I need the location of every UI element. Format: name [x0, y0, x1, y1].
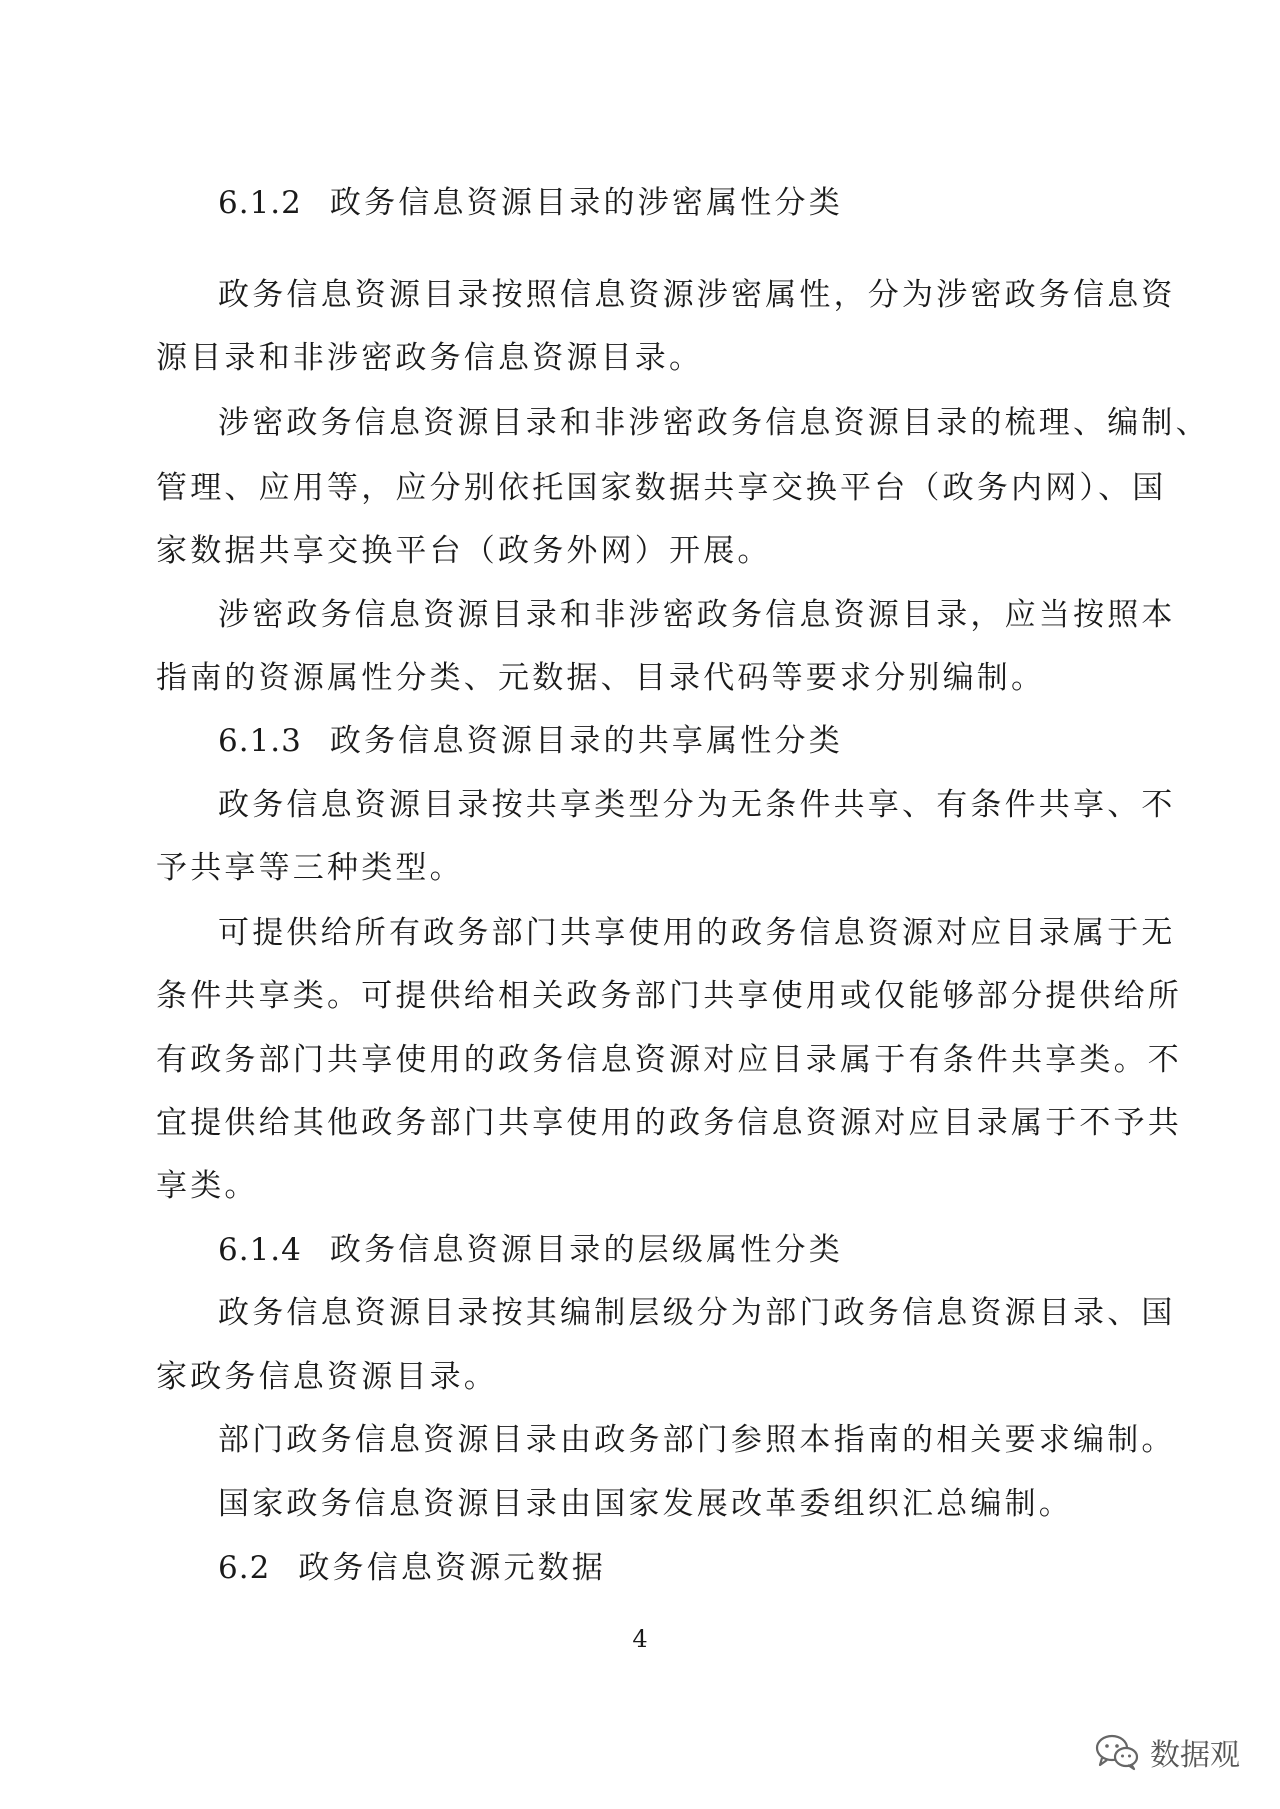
- heading-number: 6.1.2: [218, 185, 302, 221]
- paragraph-line: 予共享等三种类型。: [156, 850, 464, 886]
- page-number: 4: [632, 1625, 648, 1653]
- paragraph-line: 涉密政务信息资源目录和非涉密政务信息资源目录的梳理、编制、: [218, 405, 1210, 441]
- paragraph-line: 部门政务信息资源目录由政务部门参照本指南的相关要求编制。: [218, 1422, 1176, 1458]
- heading-number: 6.2: [218, 1550, 271, 1586]
- paragraph-line: 家政务信息资源目录。: [156, 1359, 498, 1395]
- heading-title: 政务信息资源目录的共享属性分类: [329, 723, 843, 759]
- paragraph-line: 政务信息资源目录按照信息资源涉密属性，分为涉密政务信息资: [218, 277, 1176, 313]
- paragraph-line: 有政务部门共享使用的政务信息资源对应目录属于有条件共享类。不: [156, 1042, 1182, 1078]
- paragraph-line: 源目录和非涉密政务信息资源目录。: [156, 340, 704, 376]
- paragraph-line: 指南的资源属性分类、元数据、目录代码等要求分别编制。: [156, 660, 1046, 696]
- heading-number: 6.1.4: [218, 1232, 302, 1268]
- heading-number: 6.1.3: [218, 723, 302, 759]
- paragraph-line: 可提供给所有政务部门共享使用的政务信息资源对应目录属于无: [218, 915, 1176, 951]
- paragraph-line: 管理、应用等，应分别依托国家数据共享交换平台（政务内网）、国: [156, 470, 1167, 506]
- heading-title: 政务信息资源元数据: [298, 1550, 607, 1586]
- heading-6-1-4: [218, 1230, 843, 1270]
- paragraph-line: 享类。: [156, 1168, 259, 1204]
- heading-title: 政务信息资源目录的层级属性分类: [329, 1232, 843, 1268]
- paragraph-line: 宜提供给其他政务部门共享使用的政务信息资源对应目录属于不予共: [156, 1105, 1182, 1141]
- wechat-icon: [1094, 1732, 1140, 1772]
- paragraph-line: 涉密政务信息资源目录和非涉密政务信息资源目录，应当按照本: [218, 597, 1176, 633]
- watermark: [1094, 1730, 1240, 1774]
- heading-title: 政务信息资源目录的涉密属性分类: [329, 185, 843, 221]
- paragraph-line: 政务信息资源目录按共享类型分为无条件共享、有条件共享、不: [218, 787, 1176, 823]
- paragraph-line: 政务信息资源目录按其编制层级分为部门政务信息资源目录、国: [218, 1295, 1176, 1331]
- paragraph-line: 条件共享类。可提供给相关政务部门共享使用或仅能够部分提供给所: [156, 978, 1182, 1014]
- heading-6-1-2: [218, 183, 843, 223]
- paragraph-line: 家数据共享交换平台（政务外网）开展。: [156, 533, 772, 569]
- paragraph-line: 国家政务信息资源目录由国家发展改革委组织汇总编制。: [218, 1486, 1073, 1522]
- heading-6-2: [218, 1548, 606, 1588]
- heading-6-1-3: [218, 721, 843, 761]
- watermark-text: 数据观: [1150, 1738, 1240, 1773]
